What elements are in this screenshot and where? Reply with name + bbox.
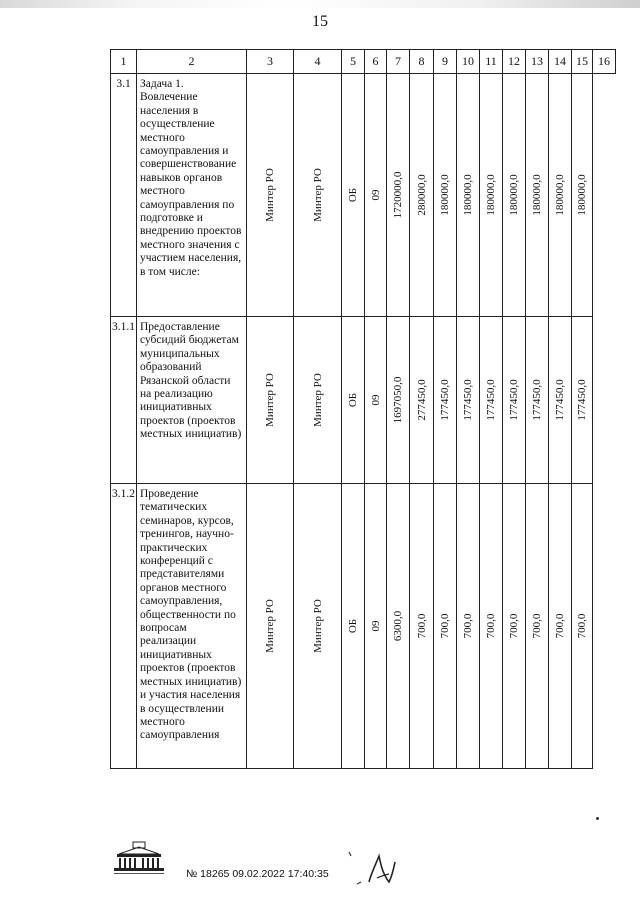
value: 177450,0 [485, 379, 497, 421]
value-cell [387, 484, 410, 769]
value-cell [457, 74, 480, 317]
value: 700,0 [415, 613, 428, 639]
executor: Минтер РО [264, 168, 276, 222]
value: 177450,0 [554, 379, 566, 421]
col-header: 5 [342, 50, 365, 74]
value: 1697050,0 [392, 376, 404, 424]
value-cell [572, 74, 593, 317]
col-header: 12 [503, 50, 526, 74]
value-cell [549, 74, 572, 317]
value: 180000,0 [576, 174, 588, 216]
value-cell [480, 484, 503, 769]
value: 700,0 [576, 613, 588, 639]
value-cell [480, 317, 503, 484]
budget-code: 09 [369, 394, 382, 406]
value: 177450,0 [439, 379, 451, 421]
value: 1720000,0 [392, 171, 404, 219]
header-row [111, 50, 616, 74]
col-header: 8 [410, 50, 434, 74]
handwritten-signature [343, 848, 403, 894]
value-cell [503, 74, 526, 317]
coexec-cell [294, 74, 342, 317]
value: 700,0 [485, 613, 497, 639]
value: 180000,0 [531, 174, 543, 216]
col-header: 11 [480, 50, 503, 74]
row-name [137, 74, 247, 317]
row-name [137, 484, 247, 769]
value-cell [387, 74, 410, 317]
row-number: 3.1.2 [111, 484, 137, 769]
source-cell [342, 317, 365, 484]
col-header: 2 [137, 50, 247, 74]
value: 177450,0 [576, 379, 588, 421]
value-cell [549, 317, 572, 484]
value-cell [457, 484, 480, 769]
coexec-cell [294, 317, 342, 484]
source-cell [342, 74, 365, 317]
col-header: 14 [549, 50, 572, 74]
value-cell [572, 317, 593, 484]
value: 177450,0 [462, 379, 474, 421]
row-name [137, 317, 247, 484]
table-row [111, 484, 616, 769]
value-cell [526, 484, 549, 769]
value-cell [410, 484, 434, 769]
table-row [111, 317, 616, 484]
co-executor: Минтер РО [311, 168, 324, 222]
code-cell [365, 484, 387, 769]
col-header: 16 [593, 50, 616, 74]
source-cell [342, 484, 365, 769]
value: 177450,0 [531, 379, 543, 421]
page-number: 15 [312, 13, 328, 30]
value: 180000,0 [462, 174, 474, 216]
row-number: 3.1.1 [111, 317, 137, 484]
table-row [111, 74, 616, 317]
value-cell [434, 74, 457, 317]
doc-number: № 18265 [186, 868, 230, 880]
row-number: 3.1 [111, 74, 137, 317]
funding-source: ОБ [347, 392, 359, 408]
government-building-logo [111, 840, 167, 876]
value: 700,0 [439, 613, 451, 639]
executor: Минтер РО [264, 599, 276, 653]
code-cell [365, 74, 387, 317]
value-cell [503, 484, 526, 769]
value: 277450,0 [415, 379, 428, 421]
co-executor: Минтер РО [311, 373, 324, 427]
value: 700,0 [508, 613, 520, 639]
col-header: 9 [434, 50, 457, 74]
value-cell [572, 484, 593, 769]
value: 180000,0 [554, 174, 566, 216]
col-header: 6 [365, 50, 387, 74]
col-header: 1 [111, 50, 137, 74]
value: 700,0 [531, 613, 543, 639]
exec-cell [247, 317, 294, 484]
value-cell [526, 74, 549, 317]
value: 180000,0 [485, 174, 497, 216]
value-cell [410, 317, 434, 484]
row-name-text: Предоставление субсидий бюджетам муниципальных образований Рязанской области на реализацию инициативных проектов (проектов местных инициатив) [140, 321, 242, 441]
code-cell [365, 317, 387, 484]
value: 700,0 [462, 613, 474, 639]
col-header: 3 [247, 50, 294, 74]
scan-mark [596, 817, 599, 820]
value-cell [480, 74, 503, 317]
budget-code: 09 [369, 189, 382, 201]
value-cell [410, 74, 434, 317]
value-cell [549, 484, 572, 769]
row-name-text: Проведение тематических семинаров, курсов, тренингов, научно-практических конференций с представителями органов местного самоуправления, общественности по вопросам реализации инициативных проектов (проектов местных инициатив) и участия населения в осуществлении местного самоуправления [140, 488, 242, 742]
value-cell [387, 317, 410, 484]
value: 6300,0 [392, 610, 404, 642]
value-cell [526, 317, 549, 484]
exec-cell [247, 74, 294, 317]
doc-timestamp: 09.02.2022 17:40:35 [232, 868, 329, 880]
value: 180000,0 [508, 174, 520, 216]
value: 177450,0 [508, 379, 520, 421]
budget-table [110, 49, 616, 769]
co-executor: Минтер РО [311, 599, 324, 653]
exec-cell [247, 484, 294, 769]
value-cell [434, 484, 457, 769]
budget-code: 09 [369, 620, 382, 632]
row-name-text: Задача 1. Вовлечение населения в осуществление местного самоуправления и совершенствование навыков органов местного самоуправления по подготовке и внедрению проектов местного значения с участием населения, в том числе: [140, 78, 242, 278]
col-header: 4 [294, 50, 342, 74]
scan-edge [0, 0, 640, 8]
funding-source: ОБ [347, 618, 359, 634]
funding-source: ОБ [347, 187, 359, 203]
col-header: 7 [387, 50, 410, 74]
value: 280000,0 [415, 174, 428, 216]
value-cell [457, 317, 480, 484]
col-header: 13 [526, 50, 549, 74]
value: 700,0 [554, 613, 566, 639]
value-cell [503, 317, 526, 484]
value-cell [434, 317, 457, 484]
executor: Минтер РО [264, 373, 276, 427]
col-header: 10 [457, 50, 480, 74]
value: 180000,0 [439, 174, 451, 216]
registration-stamp [186, 868, 329, 880]
coexec-cell [294, 484, 342, 769]
col-header: 15 [572, 50, 593, 74]
